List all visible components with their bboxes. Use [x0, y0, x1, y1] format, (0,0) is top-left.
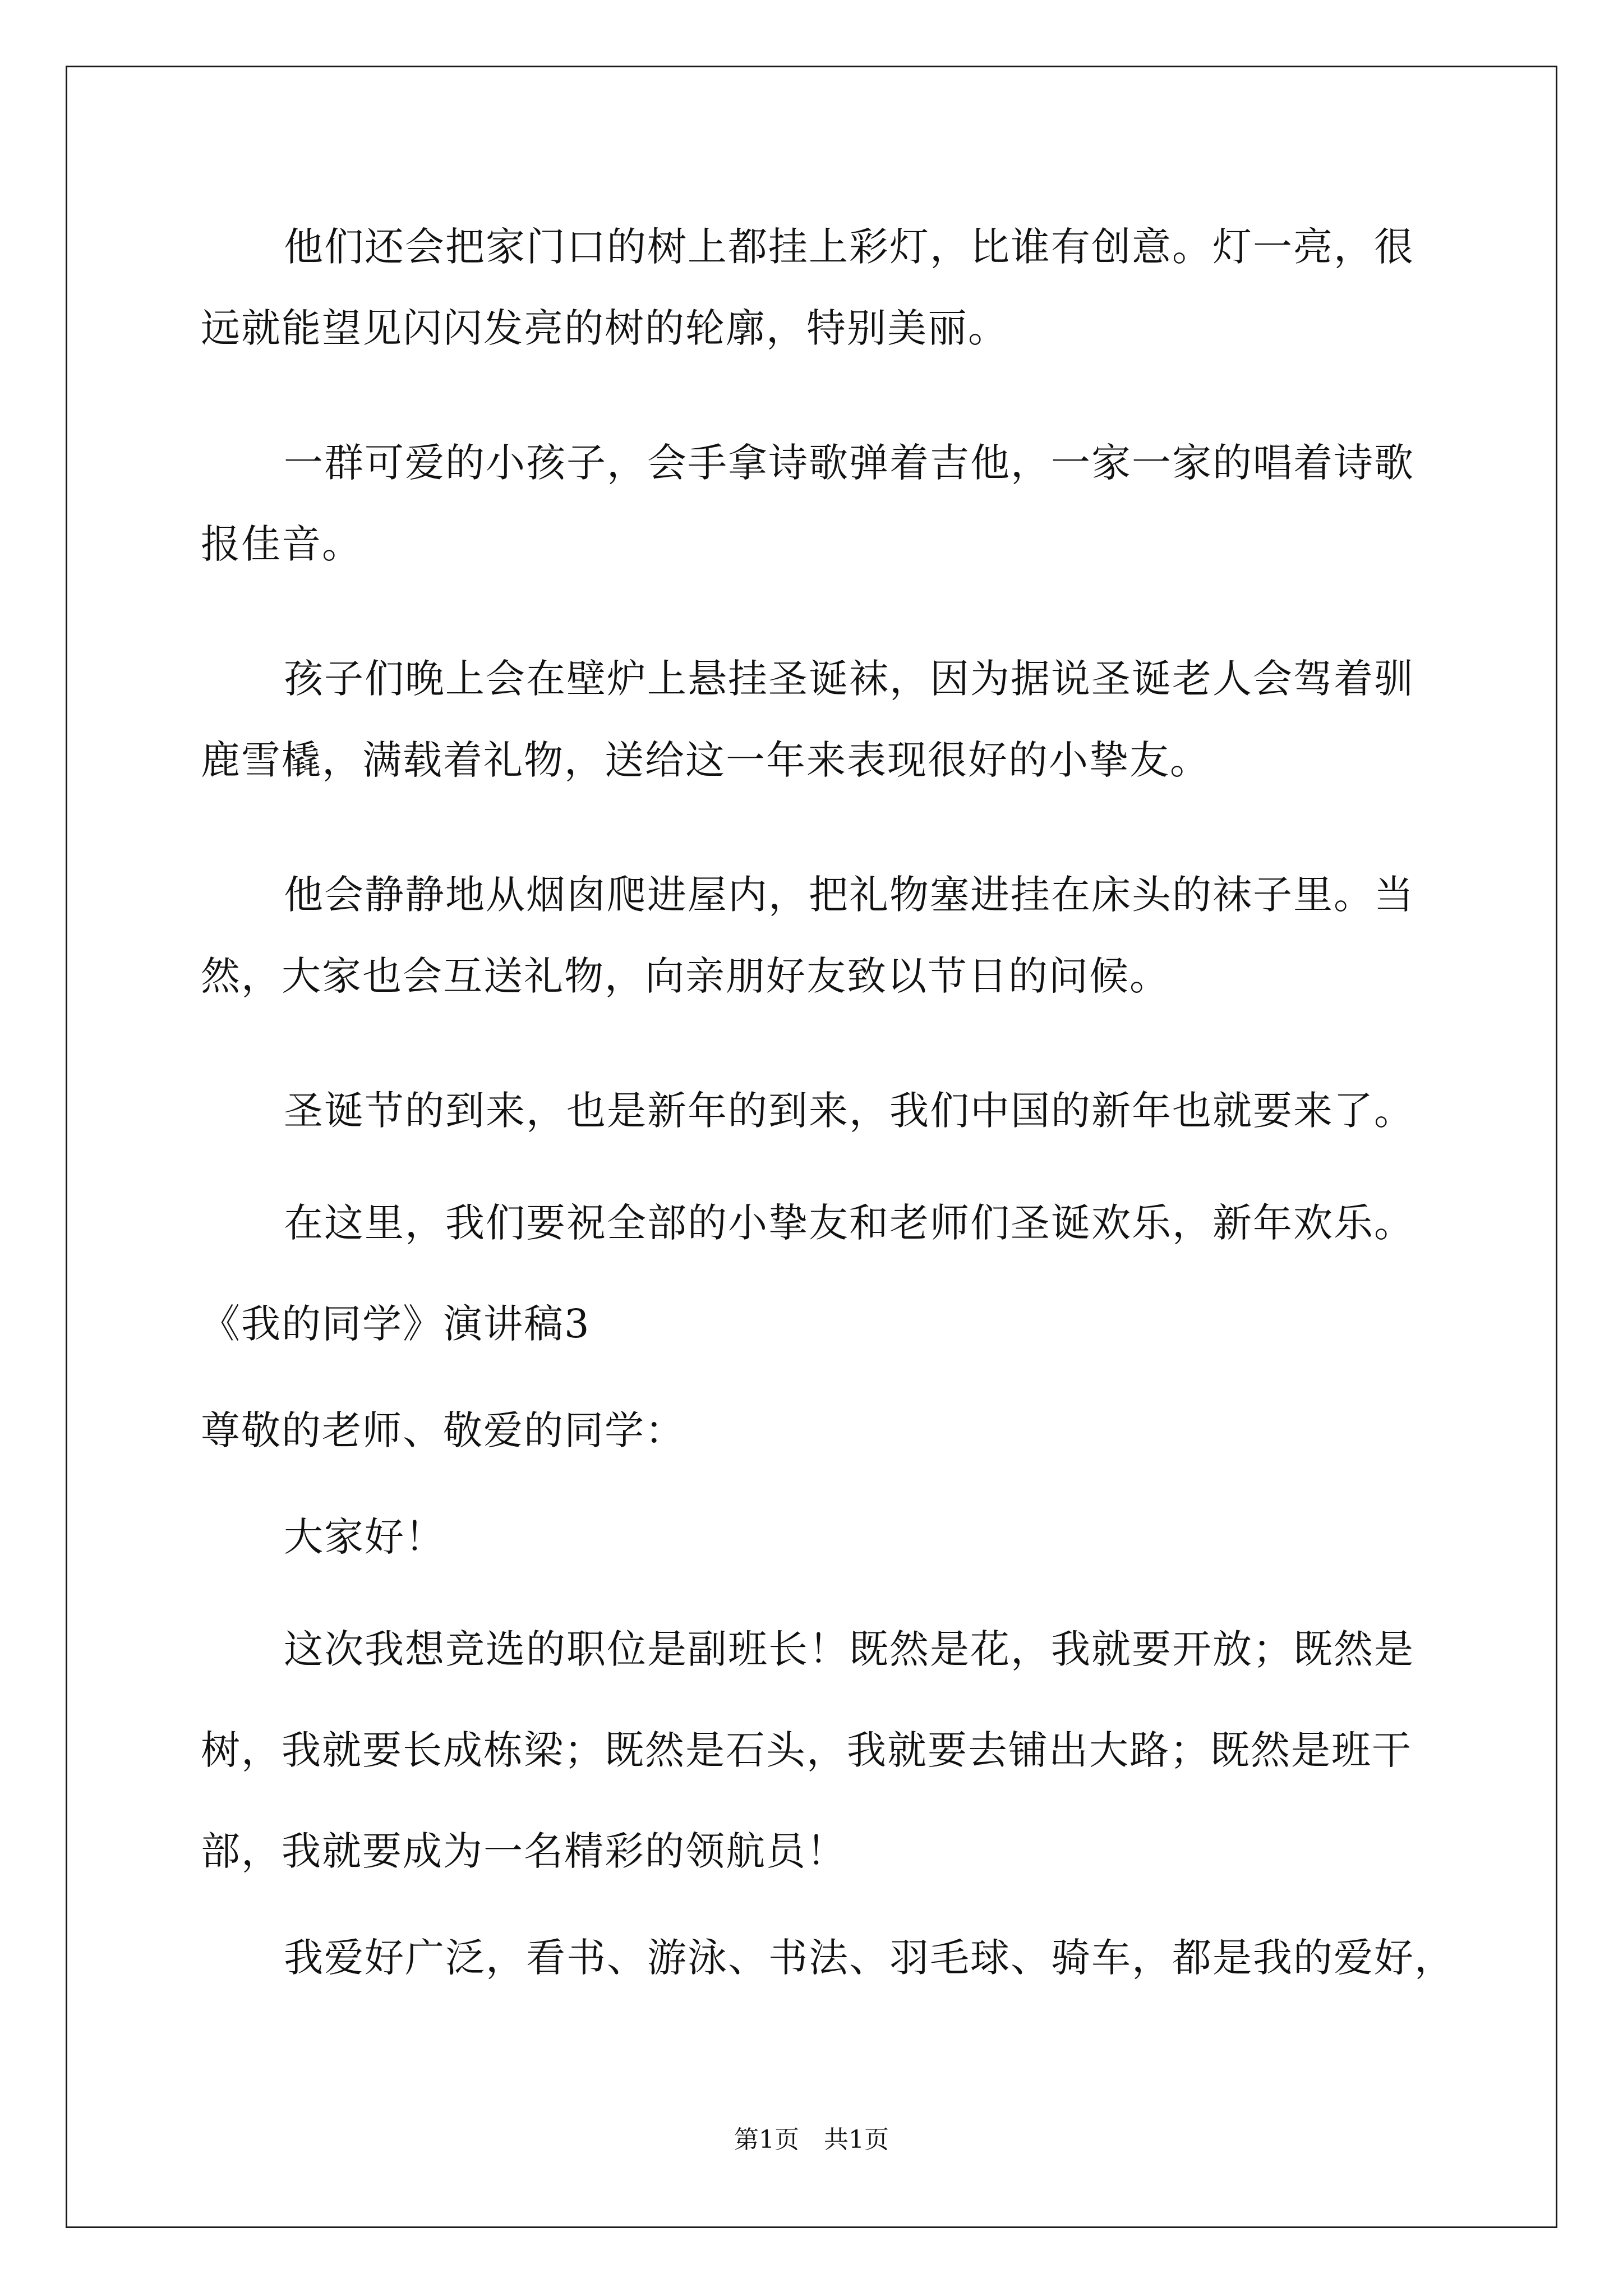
paragraph-line: 一群可爱的小孩子，会手拿诗歌弹着吉他，一家一家的唱着诗歌 [284, 440, 1414, 486]
paragraph-line: 鹿雪橇，满载着礼物，送给这一年来表现很好的小挚友。 [201, 737, 1210, 783]
paragraph-line: 报佳音。 [201, 521, 362, 567]
page-footer: 第1页 共1页 [734, 2125, 889, 2154]
page-border [66, 66, 1557, 2228]
paragraph-line: 圣诞节的到来，也是新年的到来，我们中国的新年也就要来了。 [284, 1088, 1414, 1134]
paragraph-line: 他们还会把家门口的树上都挂上彩灯，比谁有创意。灯一亮，很 [284, 224, 1414, 270]
paragraph-line: 这次我想竞选的职位是副班长！既然是花，我就要开放；既然是 [284, 1626, 1414, 1672]
paragraph-line: 远就能望见闪闪发亮的树的轮廓，特别美丽。 [201, 305, 1008, 351]
paragraph-line: 我爱好广泛，看书、游泳、书法、羽毛球、骑车，都是我的爱好， [284, 1935, 1455, 1981]
salutation: 尊敬的老师、敬爱的同学： [201, 1407, 685, 1453]
paragraph-line: 树，我就要长成栋梁；既然是石头，我就要去铺出大路；既然是班干 [201, 1727, 1412, 1773]
greeting: 大家好！ [284, 1514, 445, 1560]
paragraph-line: 他会静静地从烟囱爬进屋内，把礼物塞进挂在床头的袜子里。当 [284, 872, 1414, 918]
paragraph-line: 然，大家也会互送礼物，向亲朋好友致以节日的问候。 [201, 953, 1170, 999]
paragraph-line: 孩子们晚上会在壁炉上悬挂圣诞袜，因为据说圣诞老人会驾着驯 [284, 656, 1414, 702]
section-title: 《我的同学》演讲稿3 [201, 1301, 591, 1347]
paragraph-line: 部，我就要成为一名精彩的领航员！ [201, 1828, 847, 1874]
paragraph-line: 在这里，我们要祝全部的小挚友和老师们圣诞欢乐，新年欢乐。 [284, 1200, 1414, 1246]
